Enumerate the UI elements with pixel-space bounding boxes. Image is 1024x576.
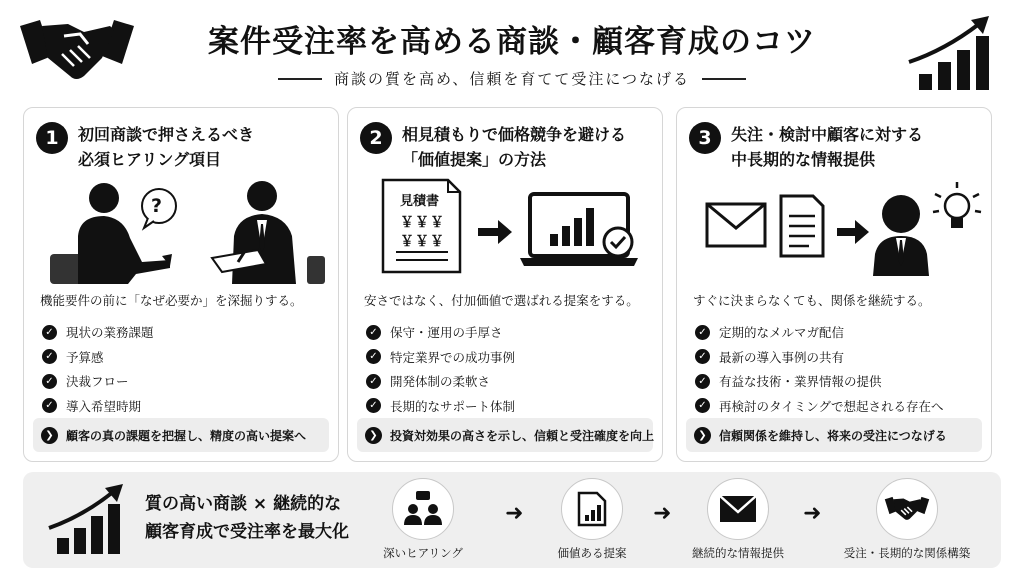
divider — [702, 78, 746, 80]
card-header — [36, 122, 254, 172]
flow-step-label: 価値ある提案 — [557, 546, 627, 560]
list-item-label: 再検討のタイミングで想起される存在へ — [719, 398, 944, 414]
check-icon: ✓ — [695, 398, 710, 413]
card-number: 1 — [36, 122, 68, 154]
card-value-proposal — [347, 107, 663, 462]
check-icon: ✓ — [695, 349, 710, 364]
card-header — [689, 122, 923, 172]
list-item — [42, 369, 154, 394]
list-item-label: 予算感 — [66, 349, 104, 365]
card-title — [402, 122, 626, 172]
summary-text: 信頼関係を維持し、将来の受注につなげる — [719, 428, 947, 443]
checklist — [42, 320, 154, 418]
question-bubble-text: ? — [151, 195, 163, 217]
people-chat-icon — [392, 478, 454, 540]
check-icon: ✓ — [366, 325, 381, 340]
chevron-right-icon: ❯ — [694, 427, 711, 444]
card-number: 3 — [689, 122, 721, 154]
list-item-label: 定期的なメルマガ配信 — [719, 325, 845, 341]
card-lead: 機能要件の前に「なぜ必要か」を深掘りする。 — [40, 293, 303, 308]
card-title-line: 「価値提案」の方法 — [402, 150, 547, 169]
flow-step-label: 継続的な情報提供 — [692, 546, 784, 560]
list-item — [366, 369, 515, 394]
card-title-line: 必須ヒアリング項目 — [78, 150, 222, 169]
card-number: 2 — [360, 122, 392, 154]
card-title-line: 中長期的な情報提供 — [731, 150, 876, 169]
arrow-right-icon: ➜ — [653, 501, 672, 526]
bottom-banner — [23, 472, 1001, 568]
card-summary — [357, 418, 653, 452]
bottom-message-line: 顧客育成で受注率を最大化 — [145, 522, 349, 542]
growth-chart-icon — [905, 14, 995, 98]
list-item — [42, 345, 154, 370]
checklist — [695, 320, 944, 418]
chevron-right-icon: ❯ — [365, 427, 382, 444]
card-header — [360, 122, 626, 172]
envelope-icon — [707, 478, 769, 540]
list-item-label: 有益な技術・業界情報の提供 — [719, 374, 882, 390]
list-item-label: 導入希望時期 — [66, 398, 142, 414]
list-item — [695, 369, 944, 394]
list-item — [695, 345, 944, 370]
list-item — [42, 394, 154, 419]
list-item — [366, 345, 515, 370]
list-item — [695, 320, 944, 345]
list-item — [695, 394, 944, 419]
flow-step-relationship — [837, 478, 977, 561]
list-item-label: 特定業界での成功事例 — [390, 349, 516, 365]
card-title-line: 初回商談で押さえるべき — [78, 125, 255, 144]
list-item-label: 長期的なサポート体制 — [390, 398, 516, 414]
subtitle-row — [230, 68, 794, 89]
page-subtitle: 商談の質を高め、信頼を育てて受注につなげる — [333, 70, 691, 88]
check-icon: ✓ — [366, 349, 381, 364]
list-item-label: 決裁フロー — [66, 374, 129, 390]
check-icon: ✓ — [42, 374, 57, 389]
card-title — [78, 122, 254, 172]
quote-doc-title: 見積書 — [400, 194, 440, 209]
quote-doc-line: ￥￥￥ — [400, 234, 445, 250]
flow-step-proposal — [537, 478, 647, 561]
card-title-line: 相見積もりで価格競争を避ける — [402, 125, 627, 144]
list-item — [366, 394, 515, 419]
card-nurturing — [676, 107, 992, 462]
arrow-right-icon: ➜ — [803, 501, 822, 526]
growth-chart-icon — [47, 484, 131, 560]
arrow-right-icon: ➜ — [505, 501, 524, 526]
handshake-icon — [18, 14, 136, 92]
card-lead: 安さではなく、付加価値で選ばれる提案をする。 — [364, 293, 639, 308]
document-chart-icon — [561, 478, 623, 540]
divider — [278, 78, 322, 80]
page-title: 案件受注率を高める商談・顧客育成のコツ — [208, 24, 816, 60]
check-icon: ✓ — [42, 349, 57, 364]
check-icon: ✓ — [366, 374, 381, 389]
check-icon: ✓ — [695, 325, 710, 340]
check-icon: ✓ — [42, 398, 57, 413]
checklist — [366, 320, 515, 418]
list-item — [366, 320, 515, 345]
card-title-line: 失注・検討中顧客に対する — [731, 125, 924, 144]
list-item-label: 現状の業務課題 — [66, 325, 154, 341]
check-icon: ✓ — [695, 374, 710, 389]
handshake-icon — [876, 478, 938, 540]
flow-step-label: 深いヒアリング — [383, 546, 463, 560]
list-item-label: 開発体制の柔軟さ — [390, 374, 491, 390]
check-icon: ✓ — [366, 398, 381, 413]
card-lead: すぐに決まらなくても、関係を継続する。 — [693, 293, 931, 308]
bottom-message-line: 質の高い商談 × 継続的な — [145, 494, 342, 514]
card-summary — [33, 418, 329, 452]
flow-step-hearing — [368, 478, 478, 561]
header — [0, 0, 1024, 102]
quote-doc-line: ￥￥￥ — [400, 215, 445, 231]
list-item-label: 最新の導入事例の共有 — [719, 349, 845, 365]
flow-step-label: 受注・長期的な関係構築 — [843, 546, 971, 560]
bottom-message — [145, 490, 349, 546]
check-icon: ✓ — [42, 325, 57, 340]
flow-step-nurturing — [683, 478, 793, 561]
list-item-label: 保守・運用の手厚さ — [390, 325, 503, 341]
summary-text: 顧客の真の課題を把握し、精度の高い提案へ — [66, 428, 307, 443]
card-hearing — [23, 107, 339, 462]
list-item — [42, 320, 154, 345]
card-summary — [686, 418, 982, 452]
card-title — [731, 122, 923, 172]
summary-text: 投資対効果の高さを示し、信頼と受注確度を向上 — [390, 428, 655, 443]
chevron-right-icon: ❯ — [41, 427, 58, 444]
